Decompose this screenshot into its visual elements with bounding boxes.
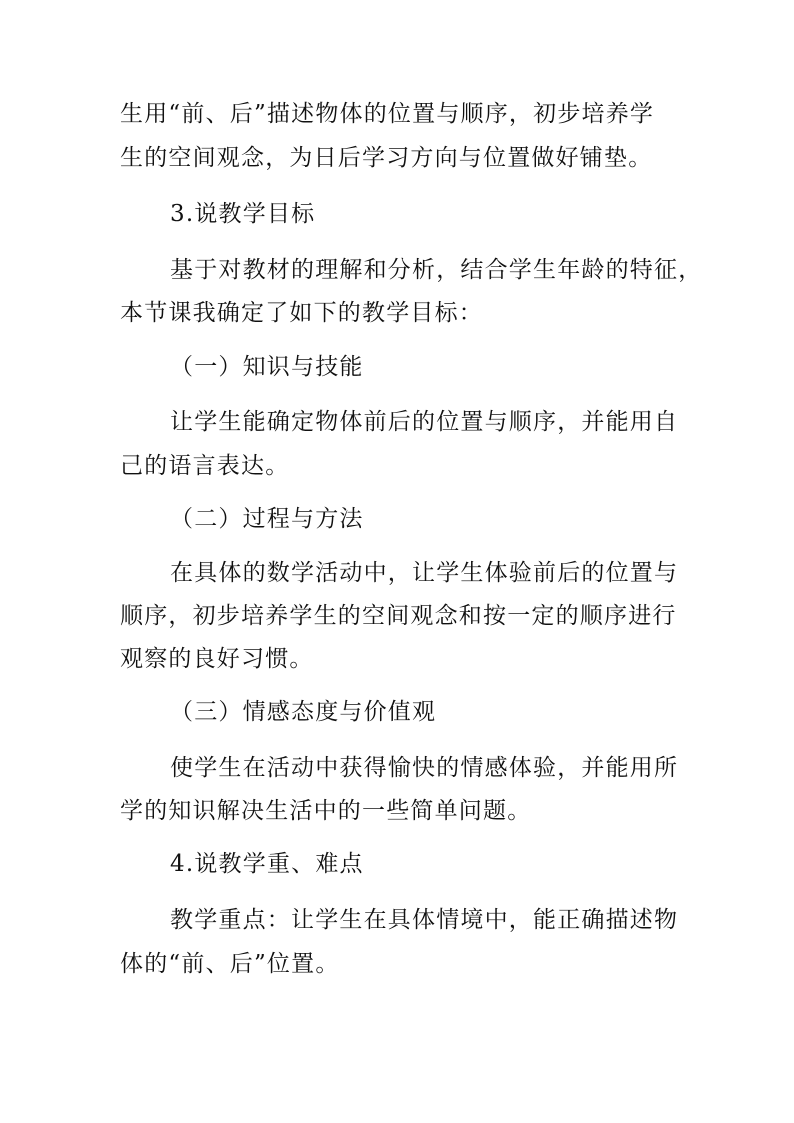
objectives-intro-line-2: 本节课我确定了如下的教学目标： <box>120 300 483 326</box>
objectives-intro-line-1: 基于对教材的理解和分析，结合学生年龄的特征， <box>170 257 703 283</box>
emotion-values-line-2: 学的知识解决生活中的一些简单问题。 <box>120 798 532 824</box>
key-point-line-2: 体的“前、后”位置。 <box>120 951 340 977</box>
paragraph-continuation-line-1: 生用“前、后”描述物体的位置与顺序，初步培养学 <box>120 101 655 127</box>
subheading-knowledge-skills: （一）知识与技能 <box>170 354 364 380</box>
knowledge-skills-line-1: 让学生能确定物体前后的位置与顺序，并能用自 <box>170 409 679 435</box>
paragraph-continuation-line-2: 生的空间观念，为日后学习方向与位置做好铺垫。 <box>120 145 653 171</box>
process-method-line-3: 观察的良好习惯。 <box>120 646 314 672</box>
section-heading-key-difficult-points: 4.说教学重、难点 <box>170 851 364 877</box>
subheading-emotion-values: （三）情感态度与价值观 <box>170 699 437 725</box>
subheading-process-method: （二）过程与方法 <box>170 506 364 532</box>
section-heading-objectives: 3.说教学目标 <box>170 201 316 227</box>
process-method-line-1: 在具体的数学活动中，让学生体验前后的位置与 <box>170 560 679 586</box>
emotion-values-line-1: 使学生在活动中获得愉快的情感体验，并能用所 <box>170 755 679 781</box>
key-point-line-1: 教学重点：让学生在具体情境中，能正确描述物 <box>170 907 679 933</box>
process-method-line-2: 顺序，初步培养学生的空间观念和按一定的顺序进行 <box>120 603 677 629</box>
knowledge-skills-line-2: 己的语言表达。 <box>120 453 290 479</box>
